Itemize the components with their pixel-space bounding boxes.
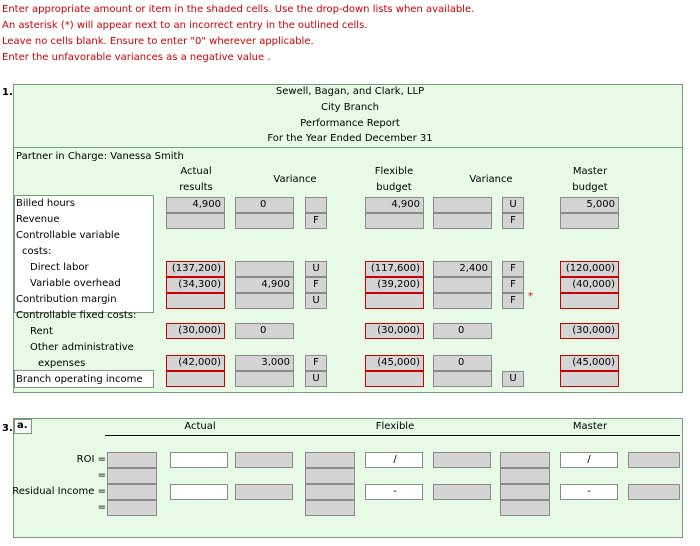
revenue-variance-cell[interactable] [235,213,294,229]
roi-flexible-result[interactable] [305,468,355,484]
revenue-flexible-cell[interactable] [365,213,424,229]
row-branch-income: Branch operating income [16,374,143,385]
roi-label: ROI = [76,454,106,465]
billed-actual-cell[interactable]: 4,900 [166,197,225,213]
variable-overhead-flexible-cell[interactable]: (39,200) [365,277,424,293]
branch-income-actual-cell[interactable] [166,371,225,387]
row-other-admin: Other administrative [30,342,134,353]
report-period: For the Year Ended December 31 [267,133,433,144]
contribution-margin-fu-select-2[interactable]: F [502,293,524,309]
roi-master-denominator[interactable] [628,452,680,468]
header-budget-flex: budget [376,182,412,193]
billed-fu-select-1[interactable] [305,197,327,213]
header-actual: Actual [180,166,212,177]
row-contribution-margin: Contribution margin [16,294,117,305]
roi-actual-denominator[interactable] [235,452,293,468]
variable-overhead-master-cell[interactable]: (40,000) [560,277,619,293]
incorrect-asterisk: * [528,291,533,302]
ri-flexible-result[interactable] [305,500,355,516]
billed-master-cell[interactable]: 5,000 [560,197,619,213]
roi-flexible-slash: / [393,454,397,465]
roi-actual-op-box [170,452,228,468]
billed-variance-cell[interactable]: 0 [235,197,294,213]
contribution-margin-master-cell[interactable] [560,293,619,309]
roi-header-actual-line [105,435,300,436]
contribution-margin-flexible-cell[interactable] [365,293,424,309]
row-variable-overhead: Variable overhead [30,278,121,289]
branch-income-variance-2-cell[interactable] [433,371,492,387]
revenue-fu-select-2[interactable]: F [502,213,524,229]
rent-variance-2-cell[interactable]: 0 [433,323,492,339]
ri-flexible-dash: - [393,486,397,497]
row-controllable-variable: Controllable variable [16,230,120,241]
roi-header-master: Master [572,421,608,432]
ri-master-income[interactable] [500,484,550,500]
roi-header-flexible: Flexible [375,421,415,432]
other-admin-flexible-cell[interactable]: (45,000) [365,355,424,371]
revenue-actual-cell[interactable] [166,213,225,229]
direct-labor-flexible-cell[interactable]: (117,600) [365,261,424,277]
rent-variance-cell[interactable]: 0 [235,323,294,339]
variable-overhead-variance-cell[interactable]: 4,900 [235,277,294,293]
other-admin-fu-select-1[interactable]: F [305,355,327,371]
row-rent: Rent [30,326,53,337]
roi-flexible-denominator[interactable] [433,452,491,468]
direct-labor-fu-select-2[interactable]: F [502,261,524,277]
roi-flexible-numerator[interactable] [305,452,355,468]
contribution-margin-variance-cell[interactable] [235,293,294,309]
other-admin-variance-2-cell[interactable]: 0 [433,355,492,371]
roi-actual-numerator[interactable] [107,452,157,468]
ri-actual-op-box [170,484,228,500]
instruction-line-4: Enter the unfavorable variances as a negative value . [2,52,271,63]
contribution-margin-fu-select-1[interactable]: U [305,293,327,309]
residual-income-result-equals: = [97,502,106,513]
direct-labor-actual-cell[interactable]: (137,200) [166,261,225,277]
rent-master-cell[interactable]: (30,000) [560,323,619,339]
branch-income-master-cell[interactable] [560,371,619,387]
roi-header-actual: Actual [184,421,216,432]
ri-flexible-charge[interactable] [433,484,491,500]
part-3a-label: a. [14,419,32,434]
row-controllable-fixed: Controllable fixed costs: [16,310,137,321]
contribution-margin-actual-cell[interactable] [166,293,225,309]
variable-overhead-fu-select-1[interactable]: F [305,277,327,293]
roi-master-slash: / [587,454,591,465]
other-admin-actual-cell[interactable]: (42,000) [166,355,225,371]
part-3-number: 3. [2,423,13,434]
ri-flexible-income[interactable] [305,484,355,500]
roi-master-result[interactable] [500,468,550,484]
ri-actual-income[interactable] [107,484,157,500]
direct-labor-variance-2-cell[interactable]: 2,400 [433,261,492,277]
residual-income-label: Residual Income = [12,486,106,497]
variable-overhead-actual-cell[interactable]: (34,300) [166,277,225,293]
instruction-line-3: Leave no cells blank. Ensure to enter "0" wherever applicable. [2,36,314,47]
direct-labor-variance-cell[interactable] [235,261,294,277]
other-admin-master-cell[interactable]: (45,000) [560,355,619,371]
row-billed-hours: Billed hours [16,198,75,209]
revenue-variance-2-cell[interactable] [433,213,492,229]
branch-income-fu-select-2[interactable]: U [502,371,524,387]
billed-flexible-cell[interactable]: 4,900 [365,197,424,213]
report-company: Sewell, Bagan, and Clark, LLP [275,86,425,97]
variable-overhead-fu-select-2[interactable]: F [502,277,524,293]
row-costs: costs: [22,246,52,257]
row-revenue: Revenue [16,214,60,225]
roi-header-master-line [495,435,680,436]
header-budget-master: budget [572,182,608,193]
branch-income-fu-select-1[interactable]: U [305,371,327,387]
roi-actual-result[interactable] [107,468,157,484]
variable-overhead-variance-2-cell[interactable] [433,277,492,293]
header-variance-1: Variance [273,174,317,185]
revenue-fu-select-1[interactable]: F [305,213,327,229]
ri-master-charge[interactable] [628,484,680,500]
part-1-number: 1. [2,87,13,98]
report-branch: City Branch [320,102,380,113]
direct-labor-master-cell[interactable]: (120,000) [560,261,619,277]
header-variance-2: Variance [469,174,513,185]
header-master: Master [572,166,608,177]
partner-in-charge: Partner in Charge: Vanessa Smith [16,151,184,162]
instruction-line-1: Enter appropriate amount or item in the shaded cells. Use the drop-down lists when available. [2,4,475,15]
other-admin-variance-cell[interactable]: 3,000 [235,355,294,371]
header-flexible: Flexible [374,166,414,177]
row-expenses: expenses [38,358,86,369]
instruction-line-2: An asterisk (*) will appear next to an incorrect entry in the outlined cells. [2,20,368,31]
rent-flexible-cell[interactable]: (30,000) [365,323,424,339]
header-results: results [179,182,213,193]
ri-actual-charge[interactable] [235,484,293,500]
ri-actual-result[interactable] [107,500,157,516]
contribution-margin-variance-2-cell[interactable] [433,293,492,309]
billed-variance-2-cell[interactable] [433,197,492,213]
roi-result-equals: = [97,470,106,481]
direct-labor-fu-select-1[interactable]: U [305,261,327,277]
billed-fu-select-2[interactable]: U [502,197,524,213]
branch-income-flexible-cell[interactable] [365,371,424,387]
rent-actual-cell[interactable]: (30,000) [166,323,225,339]
row-direct-labor: Direct labor [30,262,89,273]
report-name: Performance Report [300,118,400,129]
title-divider [14,147,682,148]
roi-master-numerator[interactable] [500,452,550,468]
ri-master-dash: - [587,486,591,497]
roi-header-flexible-line [300,435,495,436]
ri-master-result[interactable] [500,500,550,516]
branch-income-variance-cell[interactable] [235,371,294,387]
revenue-master-cell[interactable] [560,213,619,229]
